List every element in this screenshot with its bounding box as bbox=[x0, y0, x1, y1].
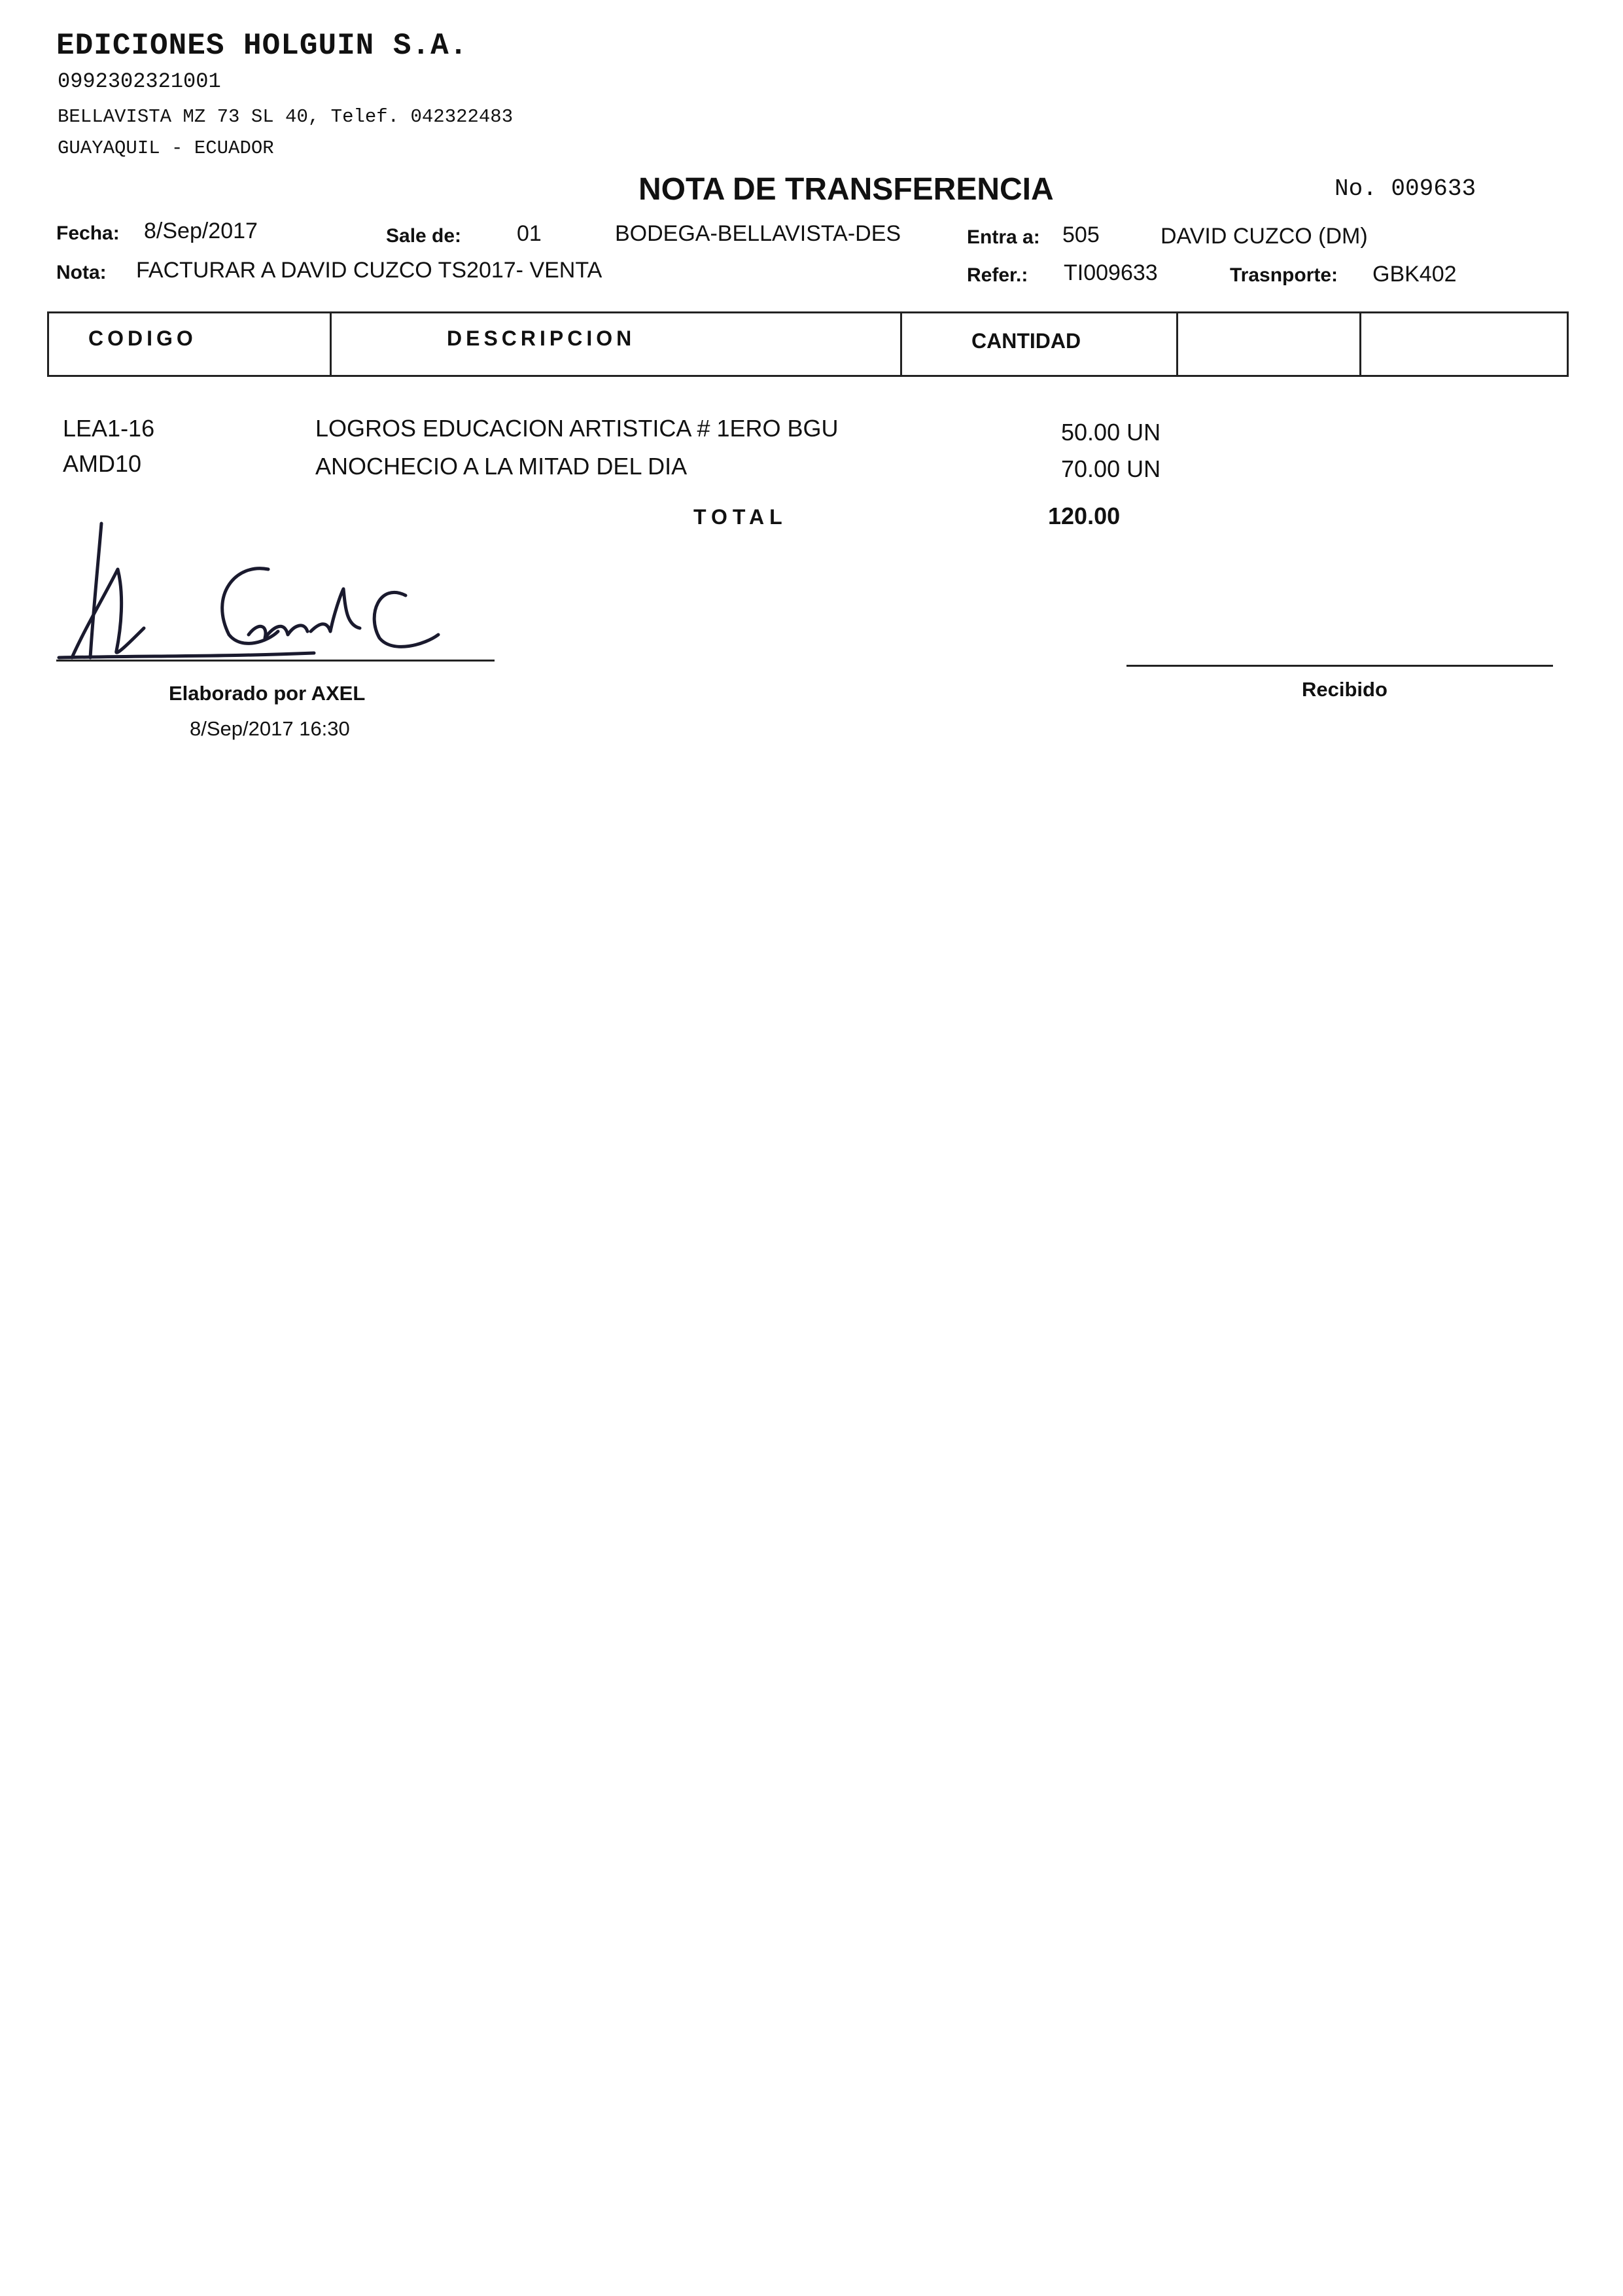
header-cantidad: CANTIDAD bbox=[971, 329, 1081, 353]
elaborado-signature-line bbox=[56, 660, 495, 662]
company-address: BELLAVISTA MZ 73 SL 40, Telef. 042322483 bbox=[58, 106, 514, 128]
total-value: 120.00 bbox=[1048, 503, 1121, 529]
transporte-value: GBK402 bbox=[1372, 262, 1457, 287]
sale-name: BODEGA-BELLAVISTA-DES bbox=[615, 221, 901, 246]
document-number-value: 009633 bbox=[1391, 175, 1476, 202]
nota-label: Nota: bbox=[56, 262, 107, 283]
recibido-caption: Recibido bbox=[1302, 678, 1387, 701]
company-ruc: 0992302321001 bbox=[58, 69, 221, 94]
entra-label: Entra a: bbox=[967, 226, 1040, 248]
row-1-codigo: LEA1-16 bbox=[63, 415, 155, 442]
elaborado-caption: Elaborado por AXEL bbox=[169, 682, 366, 705]
elaborado-date: 8/Sep/2017 16:30 bbox=[190, 717, 350, 740]
header-codigo: CODIGO bbox=[88, 327, 197, 350]
fecha-value: 8/Sep/2017 bbox=[144, 219, 258, 243]
sale-code: 01 bbox=[517, 221, 542, 246]
header-cantidad-cell bbox=[902, 313, 1178, 375]
row-2-codigo: AMD10 bbox=[63, 450, 142, 477]
refer-value: TI009633 bbox=[1064, 260, 1158, 285]
company-name: EDICIONES HOLGUIN S.A. bbox=[56, 29, 468, 63]
items-table-header bbox=[47, 311, 1569, 377]
sale-label: Sale de: bbox=[386, 225, 462, 247]
total-label: TOTAL bbox=[693, 505, 788, 529]
row-1-cantidad: 50.00 UN bbox=[1061, 419, 1161, 446]
row-1-descripcion: LOGROS EDUCACION ARTISTICA # 1ERO BGU bbox=[315, 415, 839, 442]
row-2-cantidad: 70.00 UN bbox=[1061, 455, 1161, 482]
header-descripcion-cell bbox=[332, 313, 902, 375]
fecha-label: Fecha: bbox=[56, 222, 120, 244]
nota-value: FACTURAR A DAVID CUZCO TS2017- VENTA bbox=[136, 258, 602, 283]
transporte-label: Trasnporte: bbox=[1230, 264, 1338, 286]
recibido-signature-line bbox=[1126, 665, 1553, 667]
document-title: NOTA DE TRANSFERENCIA bbox=[638, 172, 1054, 207]
company-city: GUAYAQUIL - ECUADOR bbox=[58, 137, 274, 159]
refer-label: Refer.: bbox=[967, 264, 1028, 286]
header-empty-cell-2 bbox=[1361, 313, 1567, 375]
header-descripcion: DESCRIPCION bbox=[447, 327, 636, 350]
entra-name: DAVID CUZCO (DM) bbox=[1161, 224, 1368, 249]
document-number bbox=[1335, 175, 1476, 202]
document-number-label: No. bbox=[1335, 175, 1377, 202]
header-codigo-cell bbox=[49, 313, 332, 375]
entra-code: 505 bbox=[1062, 222, 1100, 247]
row-2-descripcion: ANOCHECIO A LA MITAD DEL DIA bbox=[315, 453, 688, 480]
handwritten-signature bbox=[52, 517, 484, 674]
header-empty-cell-1 bbox=[1178, 313, 1361, 375]
